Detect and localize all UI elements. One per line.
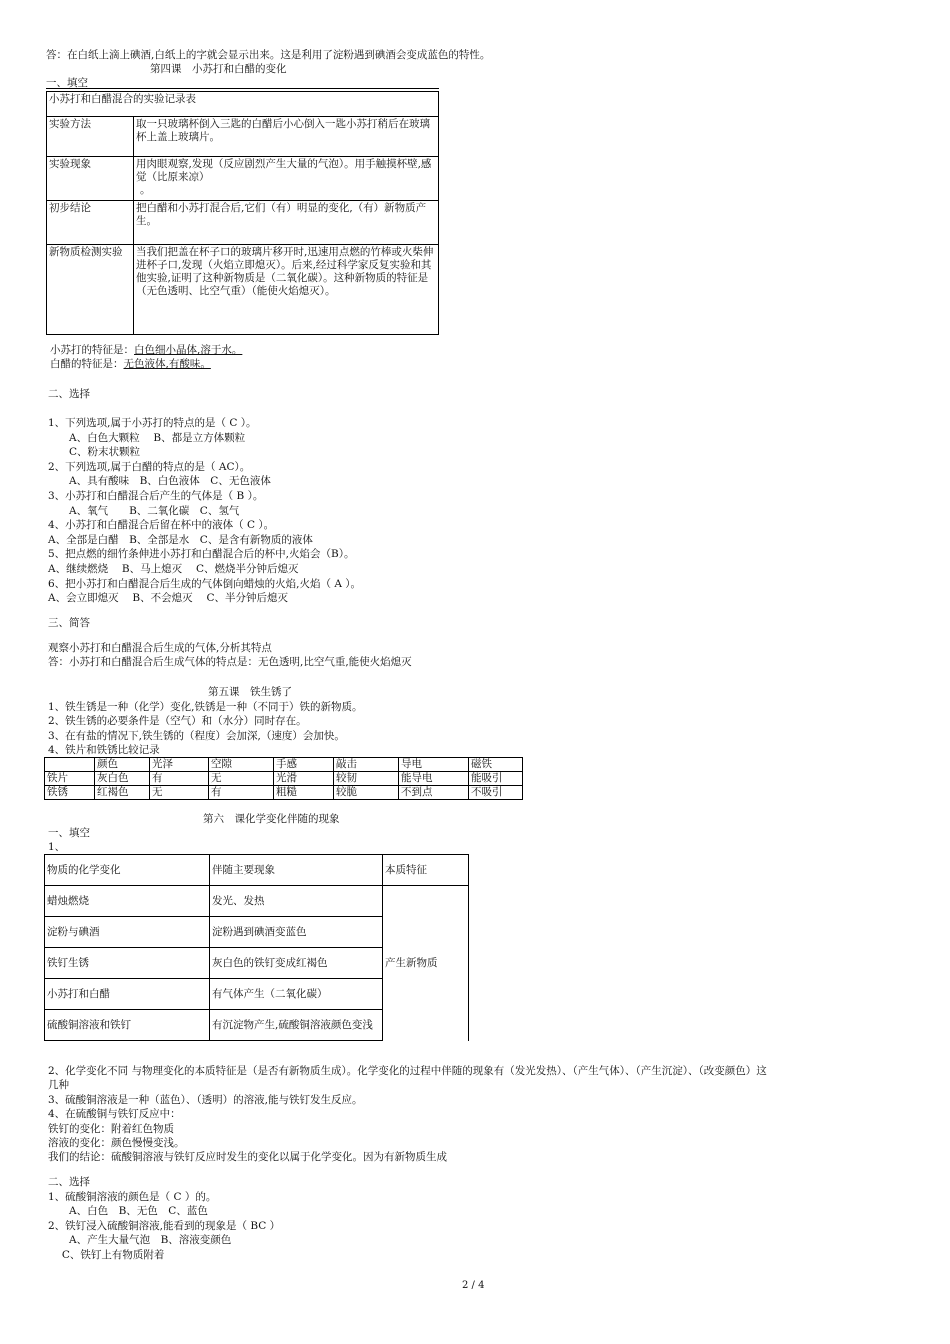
intro-answer: 答：在白纸上滴上碘酒,白纸上的字就会显示出来。这是利用了淀粉遇到碘酒会变成蓝色的特性。	[46, 49, 491, 61]
lesson6-sub-number: 1、	[48, 841, 66, 853]
essence-cell: 产生新物质	[383, 886, 469, 1041]
table-cell: 铁锈	[45, 786, 95, 800]
phenomenon-cell: 淀粉遇到碘酒变蓝色	[210, 917, 383, 948]
phenomenon-cell: 有气体产生（二氧化碳）	[210, 979, 383, 1010]
table-cell: 铁片	[45, 772, 95, 786]
soda-label: 小苏打的特征是：	[50, 344, 134, 356]
lesson5-item: 3、在有盐的情况下,铁生锈的（程度）会加深,（速度）会加快。	[48, 729, 345, 742]
choice-line: 1、硫酸铜溶液的颜色是（ C ）的。	[48, 1191, 217, 1203]
lesson6-fill-heading: 一、填空	[48, 827, 90, 839]
header-cell: 敲击	[334, 758, 399, 772]
conclusion-line: 我们的结论：硫酸铜溶液与铁钉反应时发生的变化以属于化学变化。因为有新物质生成	[48, 1151, 447, 1164]
lesson4-choice-heading: 二、选择	[48, 388, 90, 400]
lesson6-choice-heading: 二、选择	[48, 1176, 90, 1188]
choice-line: A、产生大量气泡 B、溶液变颜色	[48, 1234, 232, 1247]
table-cell: 较脆	[334, 786, 399, 800]
solution-change-line: 溶液的变化：颜色慢慢变浅。	[48, 1137, 185, 1150]
row-extra-phenomenon: 。	[140, 184, 151, 196]
lesson4-fill-heading: 一、填空	[46, 77, 88, 89]
lesson5-items	[48, 700, 363, 758]
change-cell: 铁钉生锈	[45, 948, 210, 979]
header-cell: 物质的化学变化	[45, 855, 210, 886]
row-label-conclusion: 初步结论	[47, 201, 134, 245]
lesson6-questions	[48, 1064, 767, 1165]
header-cell: 光泽	[150, 758, 209, 772]
change-cell: 硫酸铜溶液和铁钉	[45, 1010, 210, 1041]
vinegar-feature	[50, 358, 211, 371]
table-cell: 粗糙	[274, 786, 334, 800]
short-answer: 答：小苏打和白醋混合后生成气体的特点是：无色透明,比空气重,能使火焰熄灭	[48, 656, 412, 668]
table-cell: 无	[150, 786, 209, 800]
table-row	[45, 758, 523, 772]
table-row	[45, 855, 469, 886]
q3-line: 3、硫酸铜溶液是一种（蓝色）、（透明）的溶液,能与铁钉发生反应。	[48, 1093, 363, 1106]
table-cell: 红褐色	[95, 786, 150, 800]
lesson5-title: 第五课 铁生锈了	[208, 686, 292, 698]
lesson5-item: 1、铁生锈是一种（化学）变化,铁锈是一种（不同于）铁的新物质。	[48, 701, 363, 713]
choice-line: 2、铁钉浸入硫酸铜溶液,能看到的现象是（ BC ）	[48, 1219, 281, 1232]
choice-line: A、具有酸味 B、白色液体 C、无色液体	[48, 475, 271, 488]
q2-line: 几种	[48, 1079, 69, 1092]
choice-line: 1、下列选项,属于小苏打的特点的是（ C ）。	[48, 417, 257, 429]
vinegar-label: 白醋的特征是：	[50, 358, 124, 370]
change-cell: 小苏打和白醋	[45, 979, 210, 1010]
table-cell: 能吸引	[469, 772, 523, 786]
row-text-conclusion: 把白醋和小苏打混合后,它们（有）明显的变化,（有）新物质产生。	[134, 201, 439, 245]
change-cell: 蜡烛燃烧	[45, 886, 210, 917]
choice-line: C、粉末状颗粒	[48, 446, 141, 459]
lesson5-item: 4、铁片和铁锈比较记录	[48, 744, 160, 757]
header-cell: 颜色	[95, 758, 150, 772]
row-label-detection: 新物质检测实验	[47, 245, 134, 335]
experiment-table-title: 小苏打和白醋混合的实验记录表	[47, 92, 439, 117]
choice-line: 5、把点燃的细竹条伸进小苏打和白醋混合后的杯中,火焰会（B）。	[48, 548, 355, 561]
table-cell: 能导电	[399, 772, 469, 786]
table-row	[45, 772, 523, 786]
page-number: 2 / 4	[462, 1280, 485, 1291]
table-cell: 无	[209, 772, 274, 786]
table-cell: 不到点	[399, 786, 469, 800]
q2-line: 2、化学变化不同 与物理变化的本质特征是（是否有新物质生成）。化学变化的过程中伴随的现象有（发光发热）、（产生气体）、（产生沉淀）、（改变颜色）这	[48, 1065, 767, 1077]
table-row	[45, 786, 523, 800]
lesson4-choice-list	[48, 416, 361, 606]
nail-change-line: 铁钉的变化：附着红色物质	[48, 1122, 174, 1135]
lesson5-item: 2、铁生锈的必要条件是（空气）和（水分）同时存在。	[48, 715, 307, 728]
choice-line: C、铁钉上有物质附着	[48, 1248, 165, 1261]
table-top-rule	[46, 88, 439, 89]
header-cell: 磁铁	[469, 758, 523, 772]
phenomenon-cell: 有沉淀物产生,硫酸铜溶液颜色变浅	[210, 1010, 383, 1041]
header-cell: 本质特征	[383, 855, 469, 886]
experiment-record-table	[46, 91, 439, 335]
table-cell: 光滑	[274, 772, 334, 786]
lesson4-short-heading: 三、简答	[48, 617, 90, 629]
choice-line: A、全部是白醋 B、全部是水 C、是含有新物质的液体	[48, 533, 313, 546]
row-text-detection: 当我们把盖在杯子口的玻璃片移开时,迅速用点燃的竹棒或火柴伸进杯子口,发现（火焰立即熄灭）。后来,经过科学家反复实验和其他实验,证明了这种新物质是（二氧化碳）。这种新物质的特征是（无色透明、比空气重）（能使火焰熄灭）。	[134, 245, 439, 335]
choice-line: A、氧气 B、二氧化碳 C、氢气	[48, 504, 240, 517]
phenomenon-cell: 灰白色的铁钉变成红褐色	[210, 948, 383, 979]
choice-line: A、白色 B、无色 C、蓝色	[48, 1205, 208, 1218]
choice-line: 4、小苏打和白醋混合后留在杯中的液体（ C ）。	[48, 519, 275, 532]
table-cell: 较韧	[334, 772, 399, 786]
row-text-method: 取一只玻璃杯倒入三匙的白醋后小心倒入一匙小苏打稍后在玻璃杯上盖上玻璃片。	[134, 117, 439, 157]
row-label-method: 实验方法	[47, 117, 134, 157]
row-cell-phenomenon	[134, 157, 439, 201]
table-cell: 灰白色	[95, 772, 150, 786]
table-row	[45, 886, 469, 917]
choice-line: 3、小苏打和白醋混合后产生的气体是（ B ）。	[48, 489, 264, 502]
lesson6-choice-list	[48, 1190, 280, 1262]
soda-feature	[50, 344, 242, 357]
row-label-phenomenon: 实验现象	[47, 157, 134, 201]
row-text-phenomenon: 用肉眼观察,发现（反应剧烈产生大量的气泡）。用手触摸杯壁,感觉（比原来凉）	[136, 158, 432, 183]
chemical-change-table	[44, 854, 469, 1041]
header-cell: 导电	[399, 758, 469, 772]
short-question: 观察小苏打和白醋混合后生成的气体,分析其特点	[48, 642, 272, 654]
lesson6-title: 第六 课化学变化伴随的现象	[203, 813, 340, 825]
choice-line: A、会立即熄灭 B、不会熄灭 C、半分钟后熄灭	[48, 592, 289, 605]
phenomenon-cell: 发光、发热	[210, 886, 383, 917]
soda-value: 白色细小晶体,溶于水。	[134, 344, 243, 356]
choice-line: 2、下列选项,属于白醋的特点的是（ AC）。	[48, 460, 251, 473]
header-cell: 空隙	[209, 758, 274, 772]
choice-line: A、继续燃烧 B、马上熄灭 C、燃烧半分钟后熄灭	[48, 562, 299, 575]
vinegar-value: 无色液体,有酸味。	[123, 358, 211, 370]
choice-line: A、白色大颗粒 B、都是立方体颗粒	[48, 431, 246, 444]
table-cell: 有	[150, 772, 209, 786]
lesson4-title: 第四课 小苏打和白醋的变化	[150, 63, 287, 75]
header-cell: 手感	[274, 758, 334, 772]
iron-comparison-table	[44, 757, 523, 800]
header-cell: 伴随主要现象	[210, 855, 383, 886]
header-cell	[45, 758, 95, 772]
choice-line: 6、把小苏打和白醋混合后生成的气体倒向蜡烛的火焰,火焰（ A ）。	[48, 577, 362, 590]
q4-line: 4、在硫酸铜与铁钉反应中：	[48, 1108, 181, 1121]
table-cell: 不吸引	[469, 786, 523, 800]
change-cell: 淀粉与碘酒	[45, 917, 210, 948]
table-cell: 有	[209, 786, 274, 800]
